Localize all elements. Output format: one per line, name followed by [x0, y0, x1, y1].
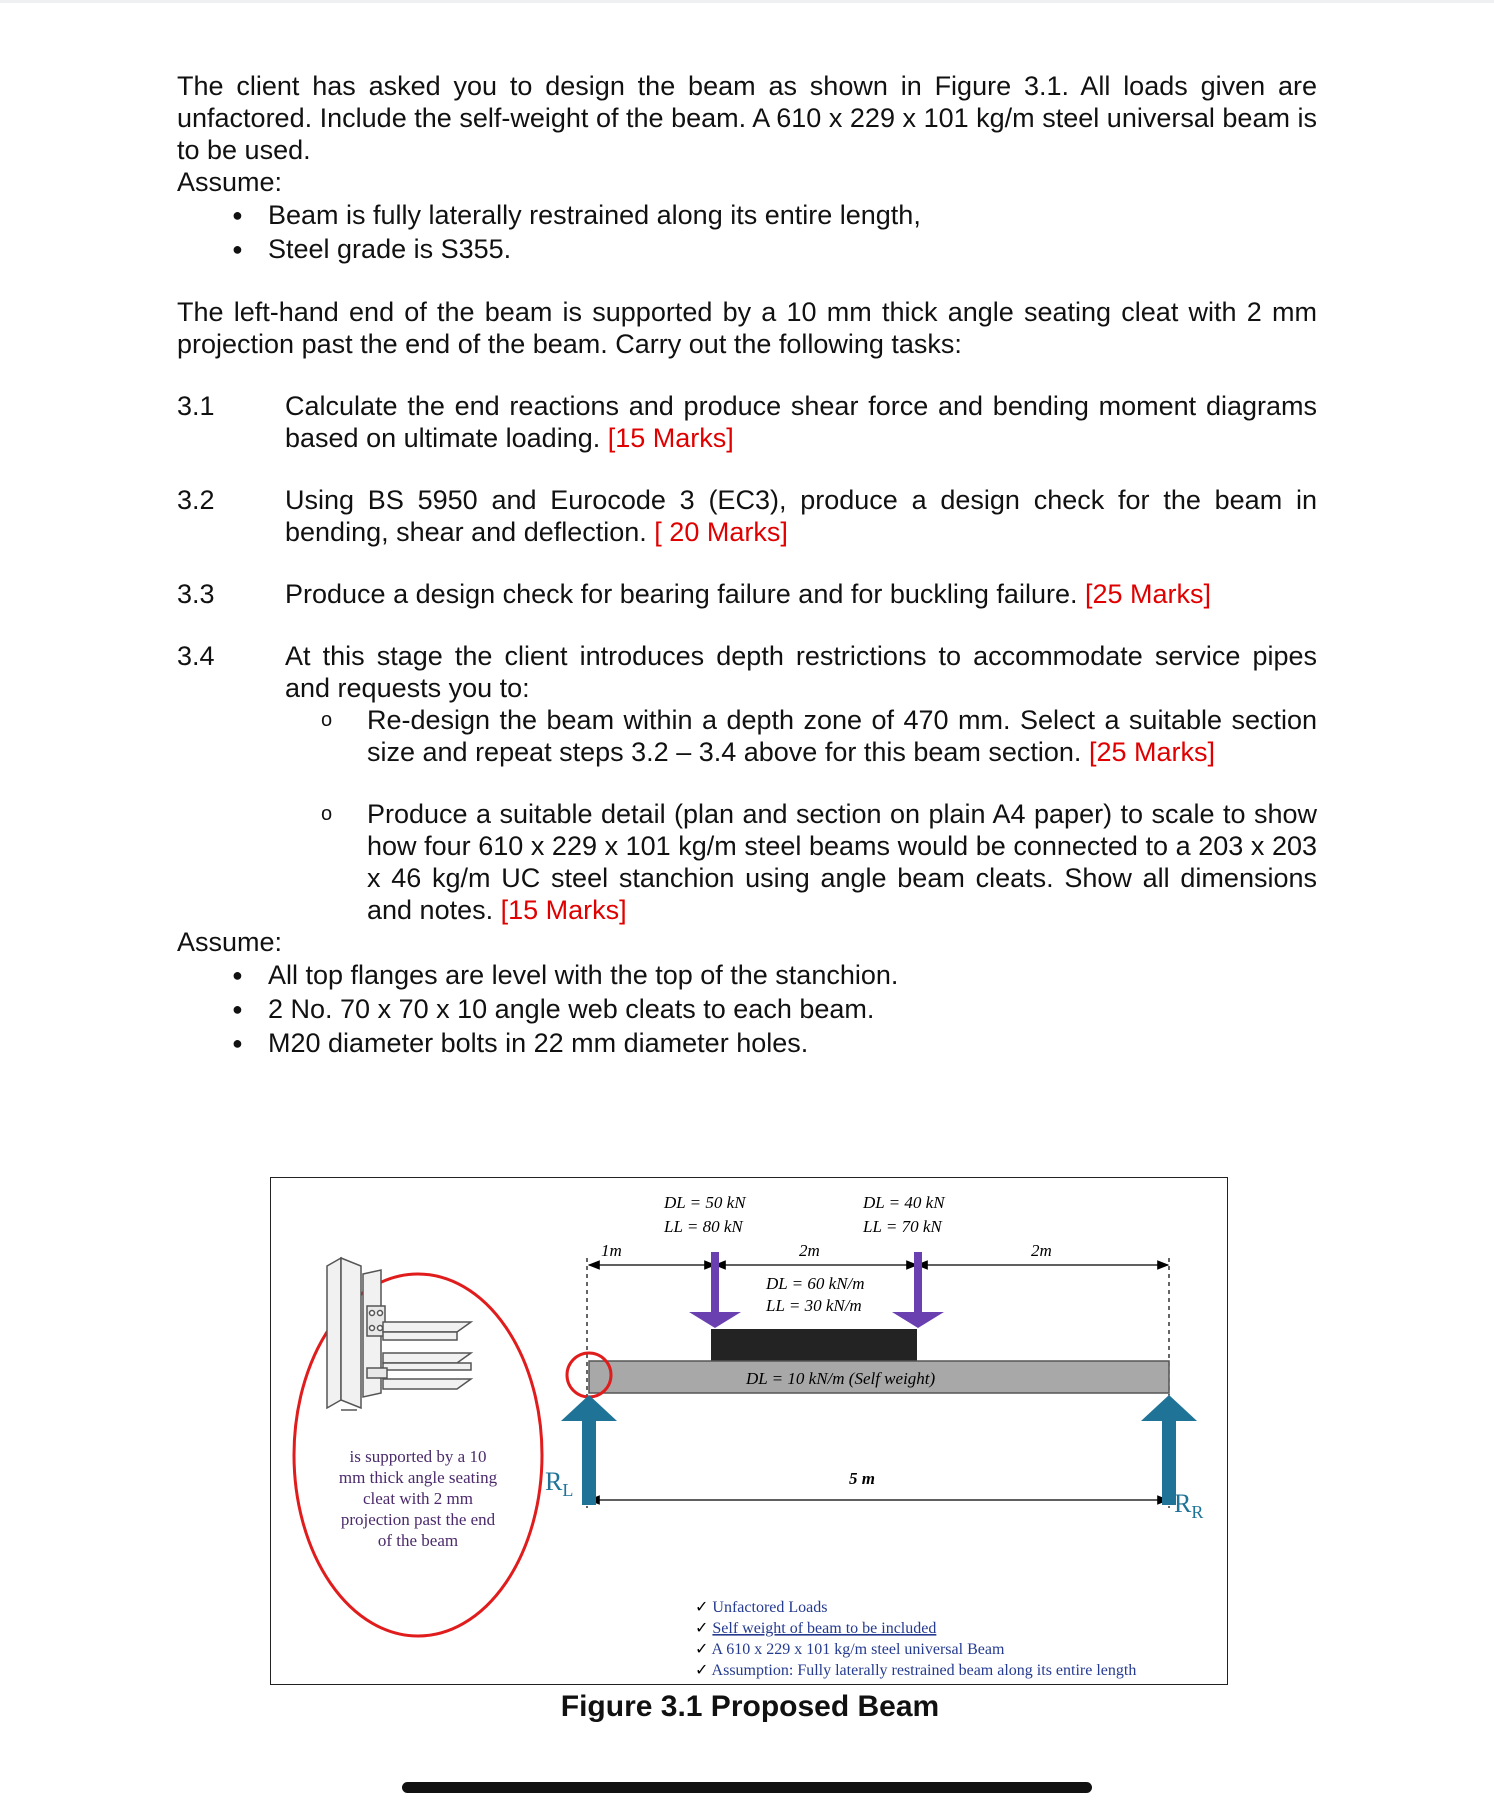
task-3-4: [177, 640, 1317, 926]
span-label-1: 1m: [601, 1241, 622, 1260]
point-load-arrow-icon: [689, 1252, 741, 1328]
assumption-list-2: [232, 958, 1317, 1060]
subtask-item: o Produce a suitable detail (plan and section on plain A4 paper) to scale to show how four 610 x 229 x 101 kg/m steel beams would be connected to a 203 x 203 x 46 kg/m UC steel stanchion using angle beam cleats. Show all dimensions and notes. [15 Marks]: [321, 799, 1317, 925]
task-number: 3.4: [177, 641, 215, 671]
task-text: Calculate the end reactions and produce shear force and bending moment diagrams based on ultimate loading.: [285, 391, 1317, 453]
top-divider: [0, 0, 1494, 3]
beam-figure: [270, 1177, 1228, 1685]
assumption-item: ● M20 diameter bolts in 22 mm diameter holes.: [232, 1026, 1317, 1060]
assumption-item: ● Beam is fully laterally restrained along its entire length,: [232, 198, 1317, 232]
circle-bullet-icon: o: [321, 709, 333, 731]
total-span-label: 5 m: [849, 1469, 875, 1488]
svg-text:✓ A 610 x 229 x 101 kg/m steel: ✓ A 610 x 229 x 101 kg/m steel universal Beam: [695, 1641, 1005, 1658]
beam-diagram: [271, 1178, 1227, 1684]
task-number: 3.1: [177, 391, 215, 421]
svg-text:projection past the end: projection past the end: [340, 1510, 496, 1529]
point-load-arrow-icon: [892, 1252, 944, 1328]
assumption-item: ● All top flanges are level with the top of the stanchion.: [232, 958, 1317, 992]
task-number: 3.2: [177, 485, 215, 515]
task-text: Using BS 5950 and Eurocode 3 (EC3), produce a design check for the beam in bending, shear and deflection.: [285, 485, 1317, 547]
svg-text:✓ Assumption: Fully laterally: ✓ Assumption: Fully laterally restrained beam along its entire length: [695, 1662, 1137, 1679]
assumption-item: ● 2 No. 70 x 70 x 10 angle web cleats to each beam.: [232, 992, 1317, 1026]
task-3-3: [177, 578, 1317, 610]
svg-text:cleat with 2 mm: cleat with 2 mm: [362, 1489, 474, 1508]
task-marks: [ 20 Marks]: [654, 517, 788, 547]
reaction-right-label: $R_R$: [1174, 1489, 1204, 1522]
load1-dl: DL = 50 kN: [664, 1193, 746, 1212]
task-3-1: [177, 390, 1317, 454]
task-marks: [25 Marks]: [1084, 579, 1212, 609]
task-marks: [15 Marks]: [607, 423, 734, 453]
task-text: Produce a design check for bearing failure and for buckling failure.: [285, 579, 1078, 609]
intro-paragraph: The client has asked you to design the beam as shown in Figure 3.1. All loads given are unfactored. Include the self-weight of the beam. A 610 x 229 x 101 kg/m steel universal beam is to be used.: [177, 71, 1317, 165]
check-icon: ✓: [695, 1662, 709, 1679]
check-icon: ✓: [695, 1641, 709, 1658]
svg-text:is supported by a 10: is supported by a 10: [349, 1447, 487, 1466]
task-text: At this stage the client introduces depth restrictions to accommodate service pipes and requests you to:: [285, 641, 1317, 703]
span-label-3: 2m: [1031, 1241, 1052, 1260]
assumption-item: ● Steel grade is S355.: [232, 232, 1317, 266]
document-body: [177, 70, 1317, 1060]
figure-notes: [695, 1599, 1136, 1679]
check-icon: ✓: [695, 1620, 709, 1637]
load2-ll: LL = 70 kN: [863, 1217, 942, 1236]
load2-dl: DL = 40 kN: [863, 1193, 945, 1212]
check-icon: ✓: [695, 1599, 709, 1616]
callout-text: [339, 1447, 498, 1550]
udl-block: [711, 1329, 917, 1361]
support-paragraph: The left-hand end of the beam is supported by a 10 mm thick angle seating cleat with 2 mm projection past the end of the beam. Carry out the following tasks:: [177, 297, 1317, 359]
load1-ll: LL = 80 kN: [664, 1217, 743, 1236]
reaction-left-label: $R_L$: [545, 1467, 574, 1500]
subtask-marks: [15 Marks]: [500, 895, 627, 925]
subtask-marks: [25 Marks]: [1088, 737, 1215, 767]
udl-dl: DL = 60 kN/m: [766, 1274, 865, 1293]
assume-label-2: Assume:: [177, 927, 283, 957]
svg-text:mm thick angle seating: mm thick angle seating: [338, 1468, 498, 1487]
assumption-list: [232, 198, 1317, 266]
subtask-list: [321, 704, 1317, 926]
assume-label: Assume:: [177, 167, 283, 197]
svg-text:of the beam: of the beam: [377, 1531, 459, 1550]
svg-text:✓ Self weight of beam to be in: ✓ Self weight of beam to be included: [695, 1620, 937, 1637]
self-weight-label: DL = 10 kN/m (Self weight): [746, 1369, 936, 1388]
figure-caption: Figure 3.1 Proposed Beam: [560, 1690, 940, 1723]
circle-bullet-icon: o: [321, 803, 333, 825]
span-label-2: 2m: [799, 1241, 820, 1260]
task-number: 3.3: [177, 579, 215, 609]
task-3-2: [177, 484, 1317, 548]
home-indicator[interactable]: [402, 1782, 1092, 1793]
udl-ll: LL = 30 kN/m: [766, 1296, 862, 1315]
subtask-item: o Re-design the beam within a depth zone of 470 mm. Select a suitable section size and repeat steps 3.2 – 3.4 above for this beam section. [25 Marks]: [321, 705, 1317, 767]
svg-text:✓ Unfactored Loads: ✓ Unfactored Loads: [695, 1599, 828, 1616]
